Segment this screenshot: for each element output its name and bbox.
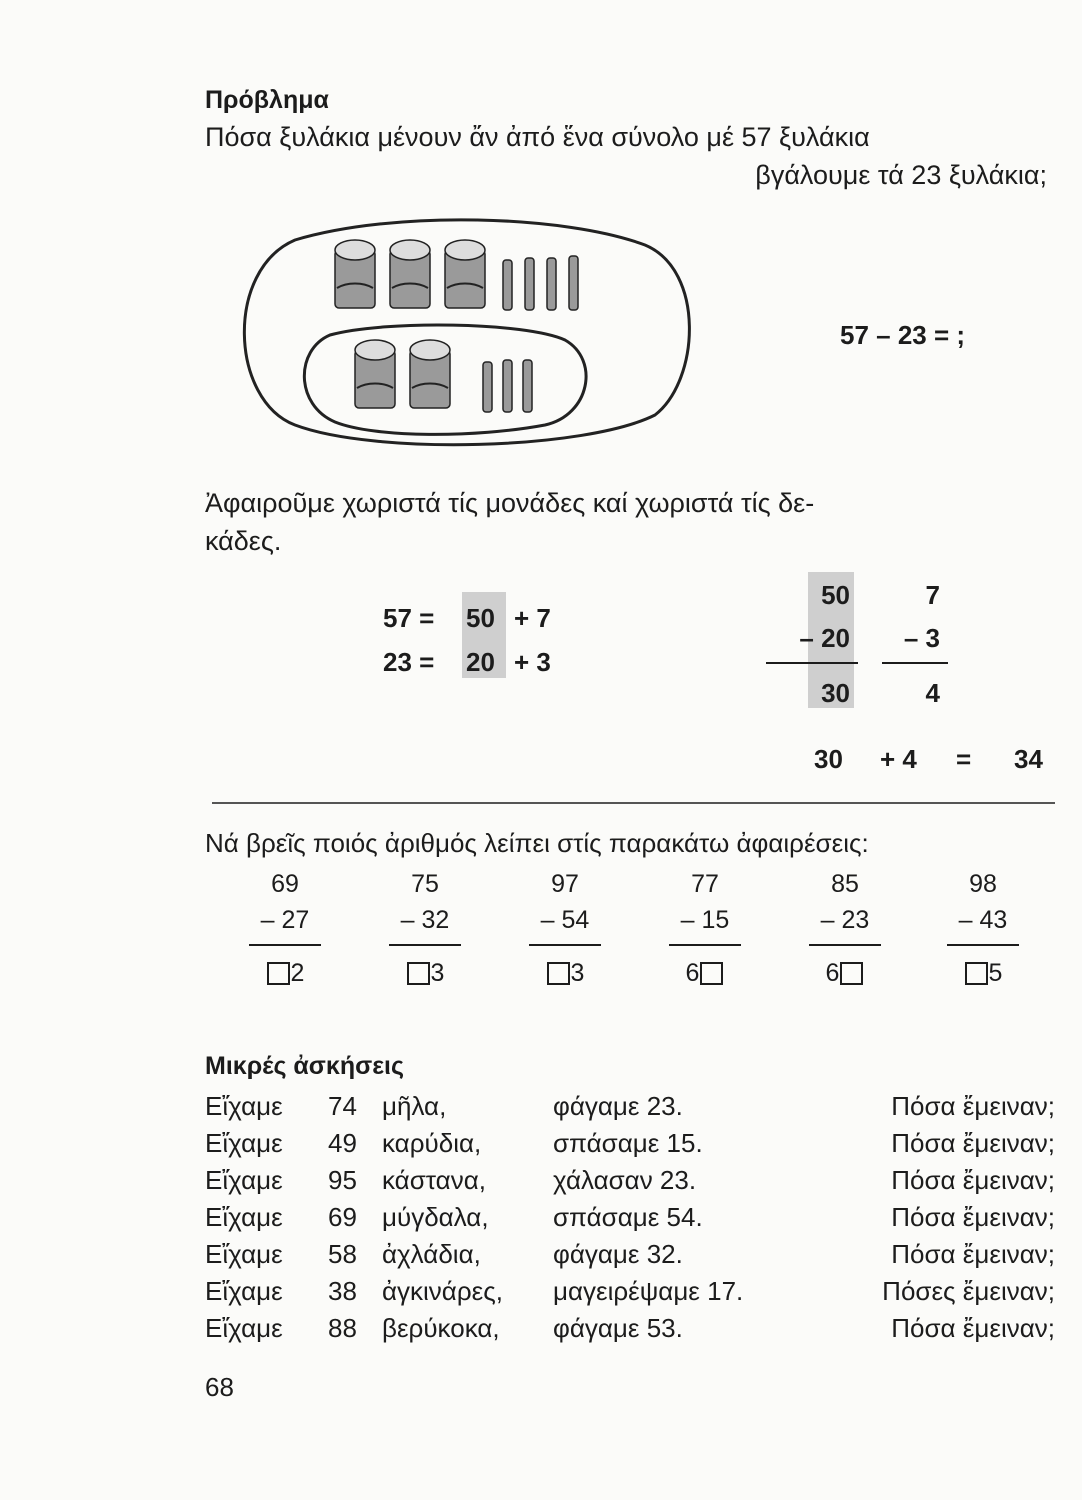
problem-text-line1: Πόσα ξυλάκια μένουν ἄν ἀπό ἕνα σύνολο μέ 57 ξυλάκια (205, 122, 870, 152)
exercise-item (525, 866, 605, 990)
item-name: μῆλα, (382, 1091, 447, 1121)
quantity: 74 (328, 1091, 357, 1121)
units-rule (882, 662, 948, 664)
exercise-rule (669, 944, 741, 946)
exercise-minuend: 85 (831, 870, 859, 898)
quantity: 88 (328, 1313, 357, 1343)
word-problem-row (205, 1199, 1055, 1236)
quantity: 38 (328, 1276, 357, 1306)
stick-bundle-icon (355, 340, 395, 408)
item-name: βερύκοκα, (382, 1313, 500, 1343)
decomp-row1-tens: 50 (466, 603, 495, 633)
tens-rule (766, 662, 858, 664)
action: μαγειρέψαμε 17. (553, 1276, 744, 1306)
answer-suffix: 5 (988, 959, 1003, 987)
decomp-row2-left: 23 = (383, 647, 435, 677)
units-result: 4 (925, 678, 940, 708)
stick-bundle-icon (410, 340, 450, 408)
exercise-rule (529, 944, 601, 946)
missing-digit-box[interactable] (840, 962, 863, 985)
stick-icon (569, 256, 578, 310)
stick-bundle-icon (390, 240, 430, 308)
word-problem-row (205, 1162, 1055, 1199)
action: χάλασαν 23. (553, 1165, 697, 1195)
answer-suffix: 3 (430, 959, 445, 987)
question: Πόσα ἔμειναν; (891, 1202, 1055, 1232)
missing-digit-box[interactable] (407, 962, 430, 985)
answer-suffix: 2 (290, 959, 305, 987)
decomp-row2-tens: 20 (466, 647, 495, 677)
exercise-minuend: 77 (691, 870, 719, 898)
exercise-item (943, 866, 1023, 990)
word-problem-row (205, 1273, 1055, 1310)
action: φάγαμε 23. (553, 1091, 683, 1121)
exercise-subtrahend: – 43 (958, 906, 1008, 934)
exercise-rule (389, 944, 461, 946)
question: Πόσα ἔμειναν; (891, 1239, 1055, 1269)
illustration-equation: 57 – 23 = ; (840, 320, 966, 350)
action: σπάσαμε 15. (553, 1128, 703, 1158)
had-label: Εἴχαμε (205, 1128, 283, 1158)
missing-digit-box[interactable] (965, 962, 988, 985)
stick-icon (547, 258, 556, 310)
page-number: 68 (205, 1372, 234, 1402)
had-label: Εἴχαμε (205, 1239, 283, 1269)
had-label: Εἴχαμε (205, 1091, 283, 1121)
missing-digit-box[interactable] (267, 962, 290, 985)
final-units: + 4 (880, 744, 917, 774)
section-divider (212, 802, 1055, 804)
exercise-subtrahend: – 54 (540, 906, 590, 934)
had-label: Εἴχαμε (205, 1313, 283, 1343)
item-name: μύγδαλα, (382, 1202, 489, 1232)
word-problem-row (205, 1236, 1055, 1273)
answer-suffix: 3 (570, 959, 585, 987)
exercise-minuend: 97 (551, 870, 579, 898)
word-problem-row (205, 1310, 1055, 1347)
stick-icon (503, 360, 512, 412)
item-name: κάστανα, (382, 1165, 486, 1195)
exercise-item (385, 866, 465, 990)
item-name: ἀγκινάρες, (382, 1276, 503, 1306)
action: σπάσαμε 54. (553, 1202, 703, 1232)
tens-top: 50 (821, 580, 850, 610)
quantity: 58 (328, 1239, 357, 1269)
stick-icon (483, 362, 492, 412)
small-exercises-heading: Μικρές ἀσκήσεις (205, 1052, 404, 1080)
units-top: 7 (925, 580, 940, 610)
exercise-subtrahend: – 32 (400, 906, 450, 934)
stick-icon (523, 360, 532, 412)
method-text-line1: Ἀφαιροῦμε χωριστά τίς μονάδες καί χωριστά τίς δε- (205, 488, 815, 518)
missing-digit-box[interactable] (547, 962, 570, 985)
question: Πόσα ἔμειναν; (891, 1165, 1055, 1195)
exercise-instruction: Νά βρεῖς ποιός ἀριθμός λείπει στίς παρακάτω ἀφαιρέσεις: (205, 828, 869, 858)
stick-bundle-icon (335, 240, 375, 308)
missing-digit-box[interactable] (700, 962, 723, 985)
exercise-minuend: 69 (271, 870, 299, 898)
problem-heading: Πρόβλημα (205, 86, 329, 114)
exercise-subtrahend: – 23 (820, 906, 870, 934)
sticks-illustration (235, 210, 695, 450)
final-equals: = (956, 744, 972, 774)
exercise-rule (947, 944, 1019, 946)
final-result: 34 (1014, 744, 1043, 774)
quantity: 95 (328, 1165, 357, 1195)
exercise-item (245, 866, 325, 990)
final-tens: 30 (814, 744, 843, 774)
units-subtrahend: – 3 (903, 623, 940, 653)
stick-icon (503, 260, 512, 310)
answer-prefix: 6 (825, 959, 840, 987)
exercise-subtrahend: – 27 (260, 906, 310, 934)
exercise-item (805, 866, 885, 990)
had-label: Εἴχαμε (205, 1276, 283, 1306)
exercise-rule (809, 944, 881, 946)
answer-prefix: 6 (685, 959, 700, 987)
problem-text-line2: βγάλουμε τά 23 ξυλάκια; (755, 160, 1047, 190)
stick-icon (525, 258, 534, 310)
word-problem-row (205, 1125, 1055, 1162)
action: φάγαμε 53. (553, 1313, 683, 1343)
item-name: καρύδια, (382, 1128, 482, 1158)
tens-subtrahend: – 20 (799, 623, 850, 653)
had-label: Εἴχαμε (205, 1202, 283, 1232)
item-name: ἀχλάδια, (382, 1239, 481, 1269)
exercise-rule (249, 944, 321, 946)
action: φάγαμε 32. (553, 1239, 683, 1269)
word-problem-row (205, 1088, 1055, 1125)
stick-bundle-icon (445, 240, 485, 308)
question: Πόσα ἔμειναν; (891, 1091, 1055, 1121)
method-text-line2: κάδες. (205, 526, 282, 556)
decomp-row1-left: 57 = (383, 603, 435, 633)
quantity: 69 (328, 1202, 357, 1232)
exercise-item (665, 866, 745, 990)
decomp-row2-units: + 3 (514, 647, 551, 677)
question: Πόσα ἔμειναν; (891, 1128, 1055, 1158)
question: Πόσα ἔμειναν; (891, 1313, 1055, 1343)
exercise-subtrahend: – 15 (680, 906, 730, 934)
exercise-minuend: 98 (969, 870, 997, 898)
quantity: 49 (328, 1128, 357, 1158)
question: Πόσες ἔμειναν; (882, 1276, 1055, 1306)
tens-result: 30 (821, 678, 850, 708)
exercise-minuend: 75 (411, 870, 439, 898)
decomp-row1-units: + 7 (514, 603, 551, 633)
had-label: Εἴχαμε (205, 1165, 283, 1195)
